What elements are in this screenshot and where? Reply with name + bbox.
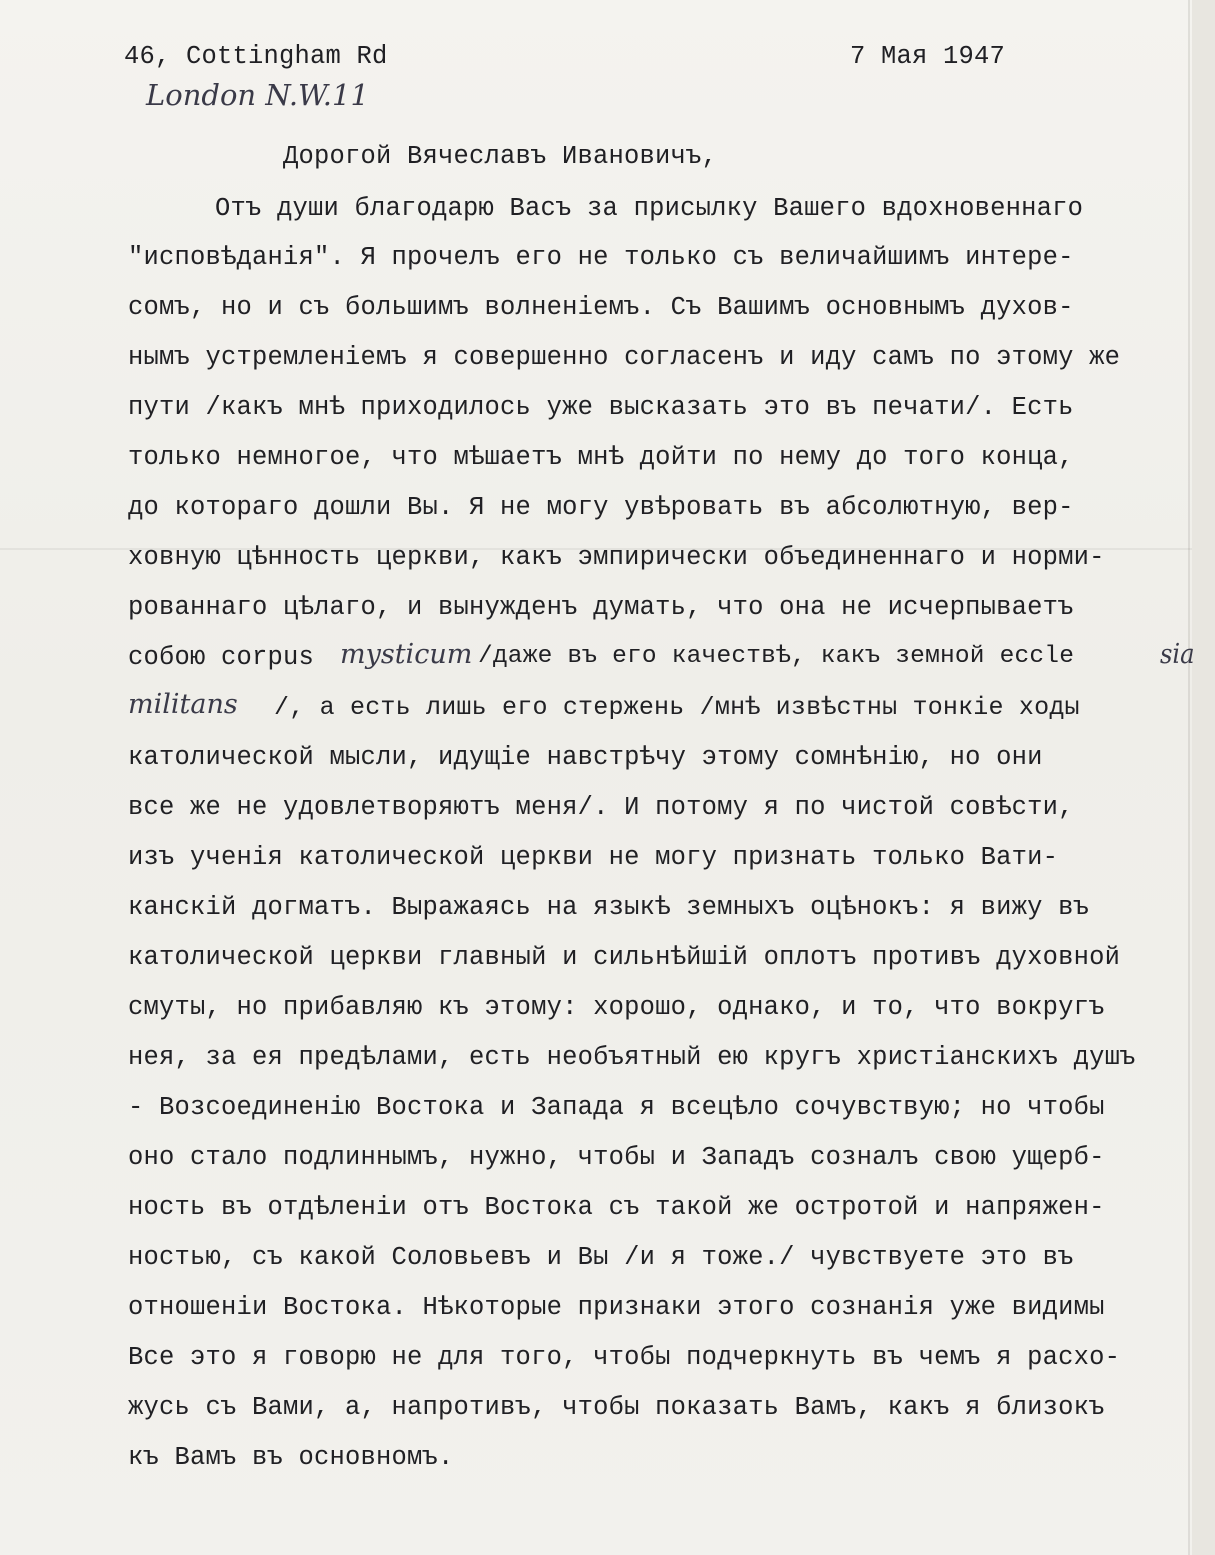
body-line-17: смуты, но прибавляю къ этому: хорошо, однако, и то, что вокругъ xyxy=(128,993,1105,1022)
body-line-3: сомъ, но и съ большимъ волненіемъ. Съ Вашимъ основнымъ духов- xyxy=(128,293,1074,322)
body-line-14: изъ ученія католической церкви не могу признать только Вати- xyxy=(128,843,1059,872)
body-line-10b: /даже въ его качествѣ, какъ земной eccle xyxy=(478,643,1075,670)
sender-address: 46, Cottingham Rd xyxy=(124,42,388,71)
handwritten-sia: sia xyxy=(1160,639,1195,670)
body-line-6: только немногое, что мѣшаетъ мнѣ дойти по нему до того конца, xyxy=(128,443,1074,472)
body-line-12: католической мысли, идущіе навстрѣчу этому сомнѣнію, но они xyxy=(128,743,1043,772)
body-line-23: отношеніи Востока. Нѣкоторые признаки этого сознанія уже видимы xyxy=(128,1293,1105,1322)
body-line-16: католической церкви главный и сильнѣйшій оплотъ противъ духовной xyxy=(128,943,1121,972)
body-line-18: нея, за ея предѣлами, есть необъятный ею кругъ христіанскихъ душъ xyxy=(128,1043,1136,1072)
salutation: Дорогой Вячеславъ Ивановичъ, xyxy=(283,142,718,171)
body-line-26: къ Вамъ въ основномъ. xyxy=(128,1443,454,1472)
body-line-24: Все это я говорю не для того, чтобы подчеркнуть въ чемъ я расхо- xyxy=(128,1343,1121,1372)
body-line-22: ностью, съ какой Соловьевъ и Вы /и я тоже./ чувствуете это въ xyxy=(128,1243,1074,1272)
body-line-7: до котораго дошли Вы. Я не могу увѣровать въ абсолютную, вер- xyxy=(128,493,1074,522)
paper-edge xyxy=(1192,0,1215,1555)
paper-fold-vertical xyxy=(1188,0,1190,1555)
body-line-10a: собою corpus xyxy=(128,643,315,672)
handwritten-address: London N.W.11 xyxy=(146,78,369,112)
body-line-21: ность въ отдѣленіи отъ Востока съ такой же остротой и напряжен- xyxy=(128,1193,1105,1222)
handwritten-militans: militans xyxy=(128,689,238,720)
letter-date: 7 Мая 1947 xyxy=(850,42,1006,71)
body-line-9: рованнаго цѣлаго, и вынужденъ думать, что она не исчерпываетъ xyxy=(128,593,1074,622)
body-line-1: Отъ души благодарю Васъ за присылку Вашего вдохновеннаго xyxy=(215,194,1084,223)
body-line-15: канскій догматъ. Выражаясь на языкѣ земныхъ оцѣнокъ: я вижу въ xyxy=(128,893,1090,922)
body-line-8: ховную цѣнность церкви, какъ эмпирически объединеннаго и норми- xyxy=(128,543,1105,572)
handwritten-mysticum: mysticum xyxy=(340,639,473,670)
body-line-20: оно стало подлиннымъ, нужно, чтобы и Западъ созналъ свою ущерб- xyxy=(128,1143,1105,1172)
body-line-5: пути /какъ мнѣ приходилось уже высказать это въ печати/. Есть xyxy=(128,393,1074,422)
body-line-25: жусь съ Вами, а, напротивъ, чтобы показать Вамъ, какъ я близокъ xyxy=(128,1393,1105,1422)
body-line-13: все же не удовлетворяютъ меня/. И потому я по чистой совѣсти, xyxy=(128,793,1074,822)
body-line-19: - Возсоединенію Востока и Запада я всецѣло сочувствую; но чтобы xyxy=(128,1093,1105,1122)
body-line-11: /, а есть лишь его стержень /мнѣ извѣстны тонкіе ходы xyxy=(274,693,1080,722)
body-line-4: нымъ устремленіемъ я совершенно согласенъ и иду самъ по этому же xyxy=(128,343,1121,372)
body-line-2: "исповѣданія". Я прочелъ его не только съ величайшимъ интере- xyxy=(128,243,1074,272)
